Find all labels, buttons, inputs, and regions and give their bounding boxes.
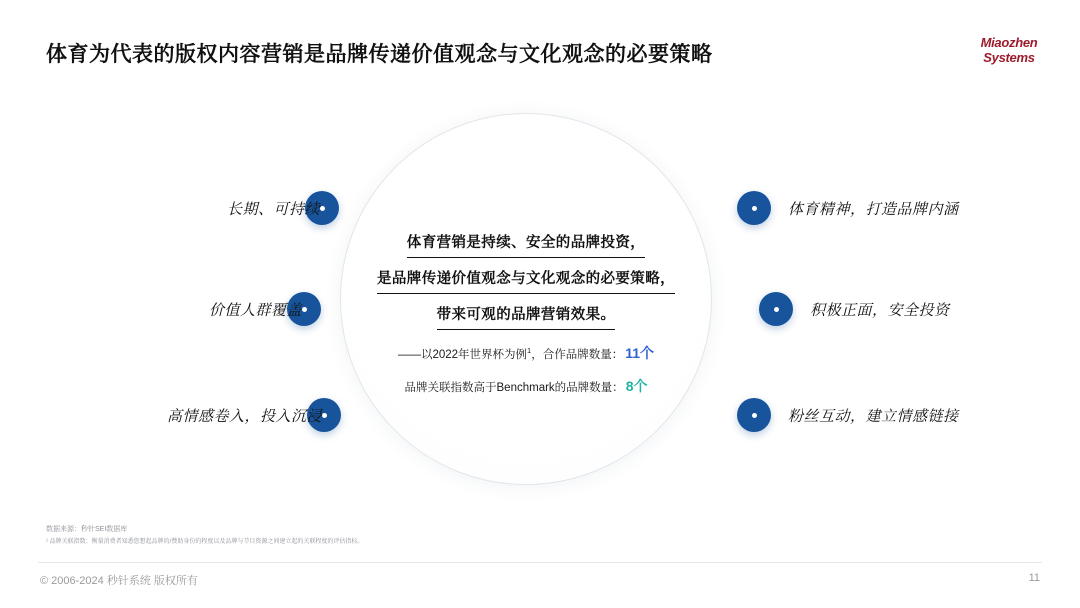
center-statement-line-1: 体育营销是持续、安全的品牌投资， <box>407 231 645 258</box>
stat-1-prefix: ——以2022年世界杯为例 <box>397 349 528 361</box>
stat-row-2 <box>340 376 712 396</box>
page-title: 体育为代表的版权内容营销是品牌传递价值观念与文化观念的必要策略 <box>46 43 713 66</box>
node-label-left-1: 长期、可持续 <box>226 201 320 218</box>
logo-line-2: Systems <box>983 49 1035 65</box>
logo-line-1: Miaozhen <box>980 35 1038 50</box>
statistics-group <box>340 343 712 409</box>
stat-1-value: 11个 <box>625 345 655 361</box>
central-diagram <box>340 113 712 485</box>
footer-divider <box>38 562 1042 563</box>
footnotes <box>46 525 746 547</box>
company-logo <box>966 36 1052 66</box>
node-label-left-3: 高情感卷入，投入沉浸 <box>166 408 322 425</box>
center-statement-line-3: 带来可观的品牌营销效果。 <box>437 303 616 330</box>
node-dot-right-1 <box>737 191 771 225</box>
stat-1-superscript: 1 <box>527 346 532 356</box>
page-number: 11 <box>1028 572 1040 584</box>
center-statement <box>340 231 712 339</box>
footnote-source: 数据来源：秒针SEI数据库 <box>46 526 128 533</box>
node-dot-right-2 <box>759 292 793 326</box>
node-label-right-2: 积极正面，安全投资 <box>810 302 950 319</box>
copyright-text: © 2006-2024 秒针系统 版权所有 <box>40 575 198 587</box>
node-dot-right-3 <box>737 398 771 432</box>
node-label-right-1: 体育精神，打造品牌内涵 <box>788 201 959 218</box>
stat-row-1 <box>340 343 712 363</box>
node-label-left-2: 价值人群覆盖 <box>208 302 302 319</box>
stat-2-value: 8个 <box>625 378 648 394</box>
stat-2-prefix: 品牌关联指数高于Benchmark的品牌数量： <box>404 382 624 394</box>
stat-1-middle: ，合作品牌数量： <box>531 349 624 361</box>
node-label-right-3: 粉丝互动，建立情感链接 <box>788 408 959 425</box>
footnote-definition: ¹ 品牌关联指数：衡量消费者知悉您想起品牌的/赞助身份的程度以及品牌与节目资源之间建立起的关联程度的评估指标。 <box>46 538 364 545</box>
center-statement-line-2: 是品牌传递价值观念与文化观念的必要策略， <box>377 267 675 294</box>
